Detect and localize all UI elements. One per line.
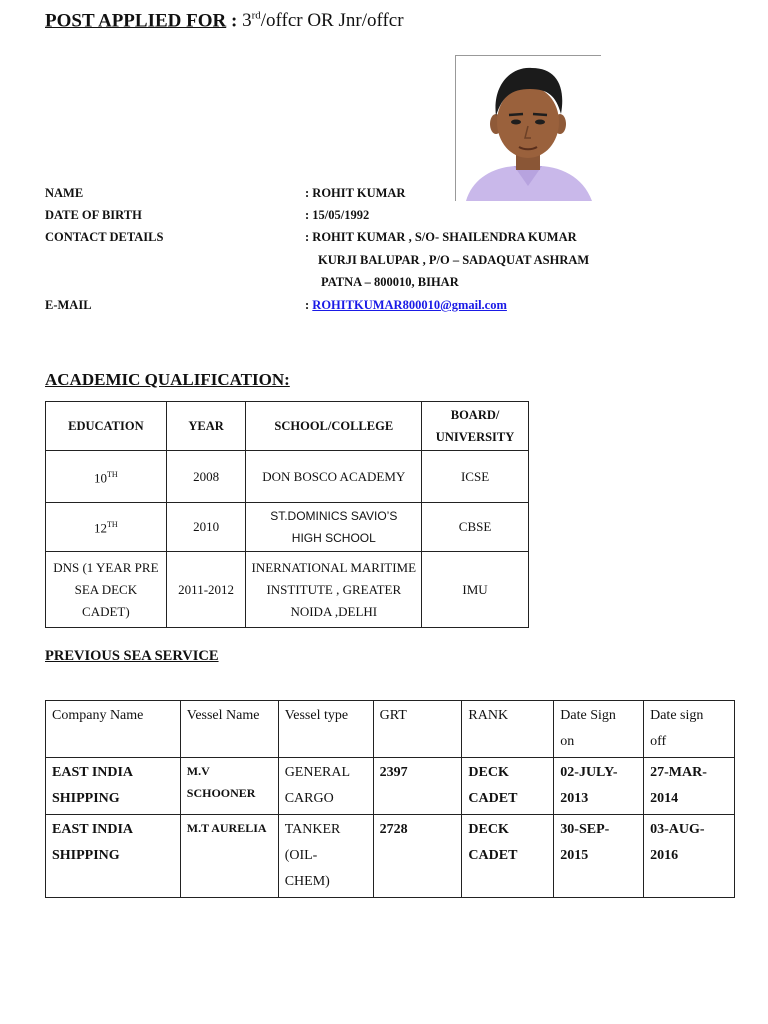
col-vessel-type: Vessel type bbox=[278, 701, 373, 758]
type-line-2: CARGO bbox=[284, 791, 334, 806]
name-value: : ROHIT KUMAR bbox=[305, 186, 406, 200]
cell-vessel-type bbox=[278, 815, 373, 898]
col-sign-off bbox=[644, 701, 735, 758]
dob-value: : 15/05/1992 bbox=[305, 208, 370, 222]
sign-on-line-2: 2015 bbox=[560, 848, 589, 863]
school-line-1: ST.DOMINICS SAVIO’S bbox=[270, 509, 398, 523]
portrait-illustration bbox=[456, 56, 601, 201]
sea-service-table bbox=[45, 700, 735, 898]
cell-board: CBSE bbox=[422, 503, 529, 552]
school-line-2: INSTITUTE , GREATER bbox=[266, 581, 402, 597]
cell-rank bbox=[462, 758, 554, 815]
edu-sup: TH bbox=[107, 469, 118, 479]
company-line-2: SHIPPING bbox=[52, 791, 120, 806]
cell-education bbox=[46, 503, 167, 552]
table-row bbox=[46, 552, 529, 628]
edu-num: 10 bbox=[94, 470, 108, 486]
cell-sign-off bbox=[644, 815, 735, 898]
edu-sup: TH bbox=[107, 520, 118, 530]
company-line-1: EAST INDIA bbox=[52, 822, 134, 837]
vessel-line-2: SCHOONER bbox=[186, 786, 256, 800]
dob-label: DATE OF BIRTH bbox=[45, 208, 142, 222]
sea-service-title: PREVIOUS SEA SERVICE bbox=[45, 648, 219, 664]
sign-on-l1: Date Sign bbox=[560, 708, 616, 723]
academic-header-row bbox=[46, 402, 529, 451]
rank-line-1: DECK bbox=[468, 822, 509, 837]
contact-label: CONTACT DETAILS bbox=[45, 230, 164, 244]
cell-sign-off bbox=[644, 758, 735, 815]
col-board-l2: UNIVERSITY bbox=[435, 430, 515, 444]
cell-sign-on bbox=[554, 758, 644, 815]
cell-rank bbox=[462, 815, 554, 898]
type-line-1: GENERAL bbox=[284, 765, 351, 780]
col-school: SCHOOL/COLLEGE bbox=[246, 402, 422, 451]
contact-line-2: KURJI BALUPAR , P/O – SADAQUAT ASHRAM bbox=[318, 253, 590, 267]
contact-line-1: : ROHIT KUMAR , S/O- SHAILENDRA KUMAR bbox=[305, 230, 577, 244]
academic-table bbox=[45, 401, 529, 628]
sign-off-l2: off bbox=[650, 734, 667, 749]
school-line-1: INERNATIONAL MARITIME bbox=[251, 559, 417, 575]
name-label: NAME bbox=[45, 186, 84, 200]
cell-vessel-type bbox=[278, 758, 373, 815]
post-applied-line bbox=[45, 10, 404, 32]
vessel-line-1: M.V bbox=[186, 764, 210, 778]
col-rank: RANK bbox=[462, 701, 554, 758]
school-line-3: NOIDA ,DELHI bbox=[290, 603, 378, 619]
company-line-1: EAST INDIA bbox=[52, 765, 134, 780]
email-link[interactable]: ROHITKUMAR800010@gmail.com bbox=[312, 298, 507, 312]
edu-num: 12 bbox=[94, 520, 108, 536]
sign-off-line-1: 27-MAR- bbox=[650, 765, 707, 780]
sign-on-line-2: 2013 bbox=[560, 791, 589, 806]
cell-vessel-name bbox=[180, 758, 278, 815]
rank-line-1: DECK bbox=[468, 765, 509, 780]
col-year: YEAR bbox=[166, 402, 246, 451]
edu-line-3: CADET) bbox=[82, 603, 130, 619]
sea-header-row bbox=[46, 701, 735, 758]
sign-on-line-1: 30-SEP- bbox=[560, 822, 610, 837]
col-board bbox=[422, 402, 529, 451]
edu-line-2: SEA DECK bbox=[74, 581, 138, 597]
cell-year: 2008 bbox=[166, 451, 246, 503]
academic-title: ACADEMIC QUALIFICATION: bbox=[45, 370, 290, 389]
sign-off-line-2: 2014 bbox=[650, 791, 679, 806]
cell-vessel-name bbox=[180, 815, 278, 898]
email-label: E-MAIL bbox=[45, 298, 92, 312]
post-applied-label: POST APPLIED FOR bbox=[45, 10, 227, 32]
cell-grt: 2397 bbox=[373, 758, 462, 815]
cell-company bbox=[46, 815, 181, 898]
post-value-num: 3 bbox=[242, 10, 252, 32]
post-applied-value bbox=[242, 10, 404, 31]
post-value-rest: /offcr OR Jnr/offcr bbox=[260, 10, 404, 32]
cell-board: ICSE bbox=[422, 451, 529, 503]
cell-school: DON BOSCO ACADEMY bbox=[246, 451, 422, 503]
table-row bbox=[46, 815, 735, 898]
sign-off-line-1: 03-AUG- bbox=[650, 822, 705, 837]
cell-grt: 2728 bbox=[373, 815, 462, 898]
cell-year: 2010 bbox=[166, 503, 246, 552]
sign-off-line-2: 2016 bbox=[650, 848, 679, 863]
edu-line-1: DNS (1 YEAR PRE bbox=[53, 559, 159, 575]
col-vessel-name: Vessel Name bbox=[180, 701, 278, 758]
sign-on-line-1: 02-JULY- bbox=[560, 765, 618, 780]
cell-board: IMU bbox=[422, 552, 529, 628]
cell-education bbox=[46, 552, 167, 628]
type-line-1: TANKER bbox=[284, 822, 341, 837]
table-row bbox=[46, 451, 529, 503]
col-grt: GRT bbox=[373, 701, 462, 758]
company-line-2: SHIPPING bbox=[52, 848, 120, 863]
type-line-3: CHEM) bbox=[284, 874, 330, 889]
rank-line-2: CADET bbox=[468, 791, 518, 806]
col-company: Company Name bbox=[46, 701, 181, 758]
sign-off-l1: Date sign bbox=[650, 708, 704, 723]
email-row bbox=[305, 298, 507, 313]
col-sign-on bbox=[554, 701, 644, 758]
post-applied-colon: : bbox=[230, 10, 238, 32]
vessel-line-1: M.T AURELIA bbox=[186, 821, 267, 835]
table-row bbox=[46, 758, 735, 815]
contact-line-3: PATNA – 800010, BIHAR bbox=[321, 275, 459, 289]
table-row bbox=[46, 503, 529, 552]
cell-education bbox=[46, 451, 167, 503]
cell-year: 2011-2012 bbox=[166, 552, 246, 628]
cell-school bbox=[246, 503, 422, 552]
cell-school bbox=[246, 552, 422, 628]
school-line-2: HIGH SCHOOL bbox=[291, 531, 376, 545]
candidate-photo bbox=[455, 55, 601, 201]
cell-company bbox=[46, 758, 181, 815]
type-line-2: (OIL- bbox=[284, 848, 318, 863]
post-value-sup: rd bbox=[251, 10, 261, 22]
sign-on-l2: on bbox=[560, 734, 575, 749]
rank-line-2: CADET bbox=[468, 848, 518, 863]
col-board-l1: BOARD/ bbox=[450, 408, 500, 422]
cell-sign-on bbox=[554, 815, 644, 898]
email-colon: : bbox=[305, 298, 310, 312]
col-education: EDUCATION bbox=[46, 402, 167, 451]
